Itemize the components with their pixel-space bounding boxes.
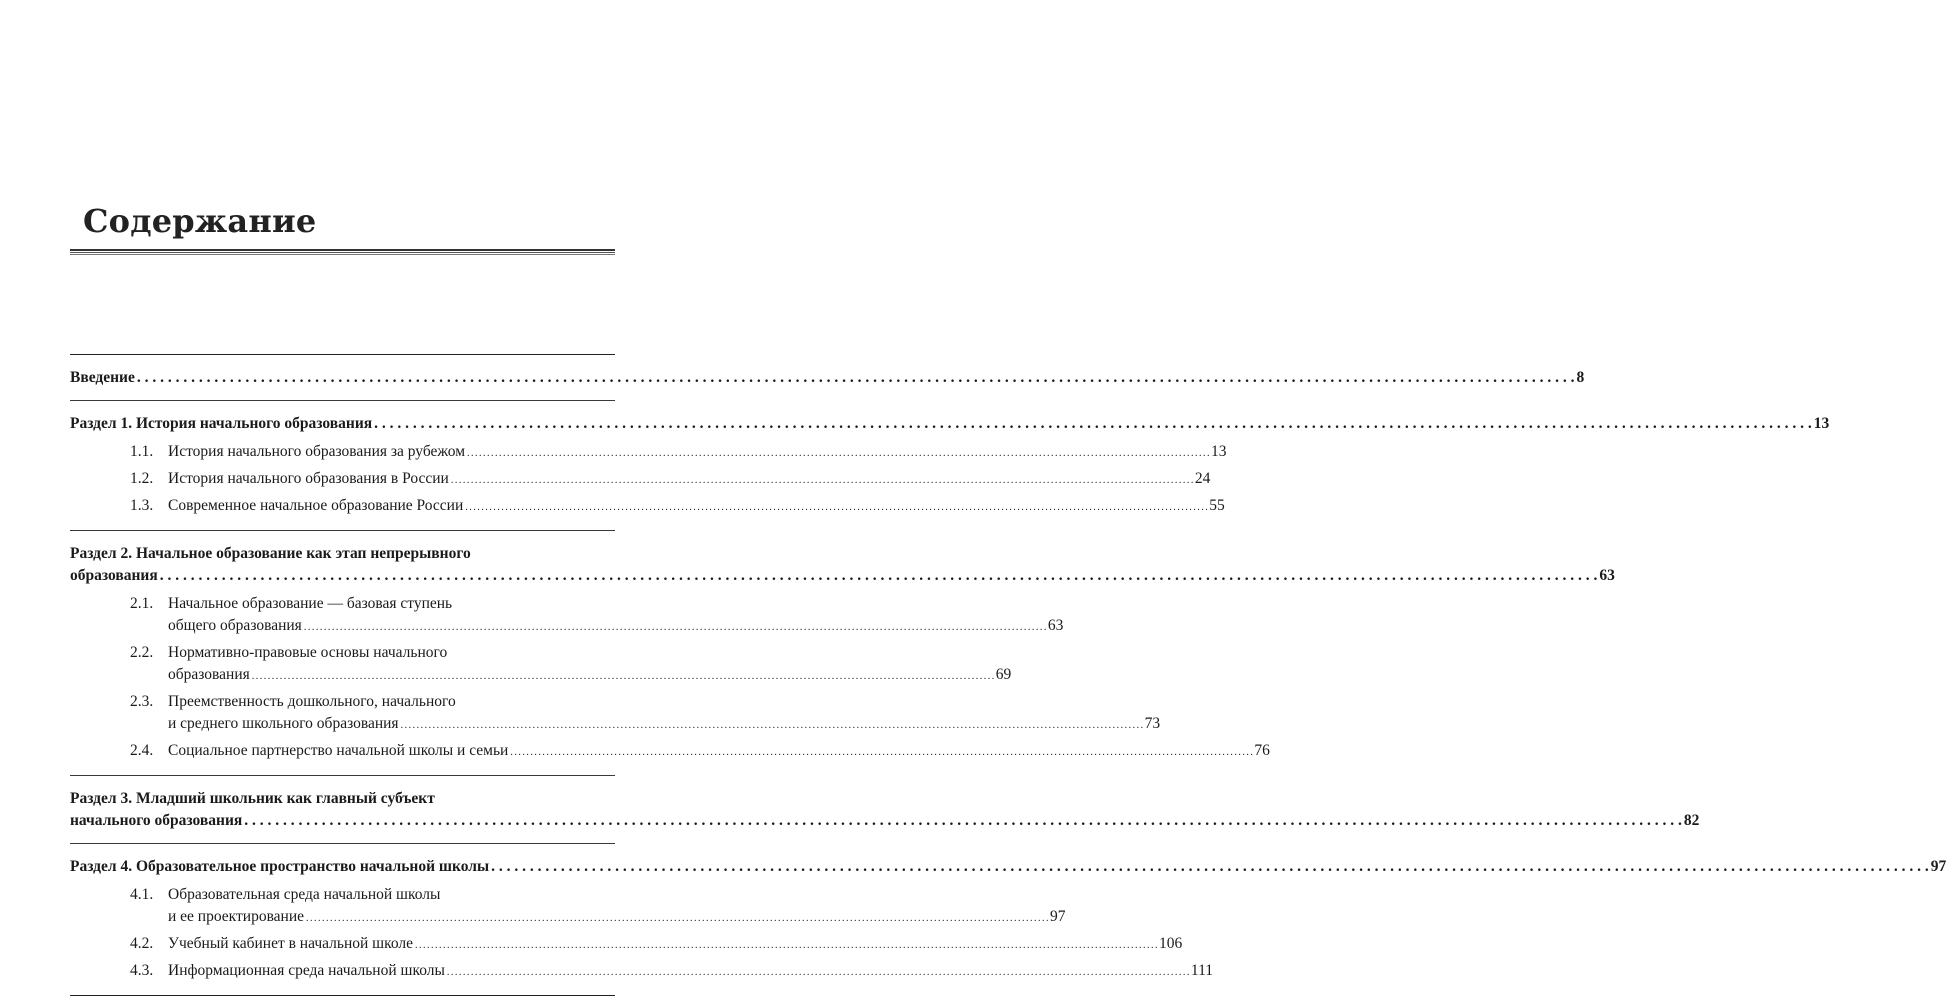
section-heading-page: 13 (1813, 415, 1830, 432)
toc-bottom-rule (70, 995, 615, 996)
toc-item-page: 111 (1190, 962, 1214, 979)
section-heading-text: образования (70, 567, 158, 584)
toc-item-line (168, 495, 1225, 519)
leader-dots (306, 908, 1048, 930)
leader-dots (447, 962, 1189, 984)
toc-item (70, 691, 1161, 737)
page-title: Содержание (83, 202, 317, 240)
toc-item-number: 1.3. (130, 497, 154, 514)
toc-item-text: Современное начальное образование России (168, 497, 464, 514)
toc-item-body (168, 740, 1270, 764)
toc-item-page: 55 (1209, 497, 1225, 514)
toc-item-number: 1.2. (130, 470, 154, 487)
toc-item-page: 73 (1144, 715, 1161, 732)
section-items (70, 441, 1227, 519)
toc-item-number: 2.4. (130, 742, 154, 759)
section-heading (70, 856, 1946, 878)
toc-item-page: 63 (1047, 617, 1064, 634)
toc-item-text: образования (168, 666, 250, 683)
title-rule (70, 249, 615, 256)
toc-sections (70, 401, 1946, 995)
leader-dots (252, 666, 994, 688)
leader-dots (244, 810, 1682, 832)
toc-item-text: Образовательная среда начальной школы (168, 886, 441, 903)
toc-item-text: Начальное образование — базовая ступень (168, 595, 453, 612)
toc-item-body (168, 884, 1066, 930)
leader-dots (491, 856, 1929, 878)
toc-item-line (168, 740, 1270, 764)
section-items (70, 884, 1214, 984)
toc-section (70, 844, 1946, 995)
toc-item-page: 106 (1159, 935, 1183, 952)
section-heading-page: 82 (1683, 812, 1700, 829)
section-heading-text: Раздел 3. Младший школьник как главный субъект (70, 790, 435, 807)
toc-section (70, 401, 1830, 531)
toc-item-text: и среднего школьного образования (168, 715, 399, 732)
toc-item-text: История начального образования в России (168, 470, 449, 487)
section-heading (70, 788, 1700, 832)
toc-item-body (168, 960, 1213, 984)
toc-item-page: 69 (995, 666, 1012, 683)
toc-item-text: Информационная среда начальной школы (168, 962, 445, 979)
toc-item (70, 884, 1066, 930)
toc-section (70, 776, 1700, 844)
toc-item-text: Преемственность дошкольного, начального (168, 693, 456, 710)
toc-item-text: Учебный кабинет в начальной школе (168, 935, 414, 952)
toc-section (70, 531, 1615, 776)
leader-dots (304, 617, 1046, 639)
section-heading-line (70, 856, 1946, 878)
toc-item-number: 4.1. (130, 886, 154, 903)
toc-item-number: 1.1. (130, 443, 154, 460)
section-heading-text: Раздел 2. Начальное образование как этап непрерывного (70, 545, 471, 562)
section-heading-text: Раздел 4. Образовательное пространство начальной школы (70, 858, 490, 875)
toc-item-text: общего образования (168, 617, 302, 634)
toc-item-body (168, 933, 1182, 957)
toc-item-text: Социальное партнерство начальной школы и семьи (168, 742, 509, 759)
toc-item-line (168, 615, 1063, 639)
toc-item-page: 13 (1211, 443, 1227, 460)
toc-item-body (168, 593, 1063, 639)
leader-dots (374, 413, 1812, 435)
leader-dots (415, 935, 1157, 957)
toc-item-line (168, 468, 1210, 492)
leader-dots (137, 367, 1575, 389)
leader-dots (467, 443, 1209, 465)
toc-item (70, 933, 1183, 957)
section-heading-text: Раздел 1. История начального образования (70, 415, 373, 432)
toc-item (70, 441, 1227, 465)
toc-item-page: 97 (1050, 908, 1066, 925)
toc-item-line (168, 713, 1160, 737)
section-items (70, 593, 1270, 764)
toc-intro-line (70, 367, 1585, 389)
leader-dots (160, 565, 1598, 587)
toc-item-body (168, 495, 1225, 519)
toc-intro-page: 8 (1576, 369, 1585, 386)
toc-item-line (168, 441, 1227, 465)
toc-item-line (168, 664, 1011, 688)
table-of-contents (70, 354, 1946, 996)
toc-item-body (168, 691, 1160, 737)
section-heading (70, 413, 1830, 435)
section-heading-text: начального образования (70, 812, 243, 829)
toc-item-text: История начального образования за рубежом (168, 443, 466, 460)
section-heading-page: 97 (1930, 858, 1946, 875)
leader-dots (451, 470, 1193, 492)
toc-item-body (168, 468, 1210, 492)
toc-item-line (168, 906, 1066, 930)
toc-intro (70, 355, 1585, 401)
toc-item-number: 2.2. (130, 644, 154, 661)
leader-dots (401, 715, 1143, 737)
toc-item (70, 593, 1064, 639)
leader-dots (510, 742, 1252, 764)
section-heading (70, 543, 1615, 587)
toc-item (70, 468, 1211, 492)
leader-dots (465, 497, 1207, 519)
toc-item-number: 2.3. (130, 693, 154, 710)
section-heading-line (70, 413, 1830, 435)
toc-item-number: 4.2. (130, 935, 154, 952)
toc-item-number: 2.1. (130, 595, 154, 612)
toc-item-number: 4.3. (130, 962, 154, 979)
toc-item-page: 76 (1254, 742, 1270, 759)
toc-item (70, 960, 1214, 984)
toc-item-body (168, 441, 1227, 465)
toc-item-line (168, 960, 1213, 984)
section-heading-page: 63 (1599, 567, 1615, 584)
toc-item-text: Нормативно-правовые основы начального (168, 644, 448, 661)
toc-intro-label: Введение (70, 369, 135, 386)
toc-item (70, 495, 1225, 519)
toc-item (70, 642, 1012, 688)
toc-item-page: 24 (1194, 470, 1211, 487)
toc-item-text: и ее проектирование (168, 908, 305, 925)
toc-item-body (168, 642, 1011, 688)
section-heading-line (70, 810, 1700, 832)
toc-item (70, 740, 1270, 764)
section-heading-line (70, 565, 1615, 587)
toc-item-line (168, 933, 1182, 957)
